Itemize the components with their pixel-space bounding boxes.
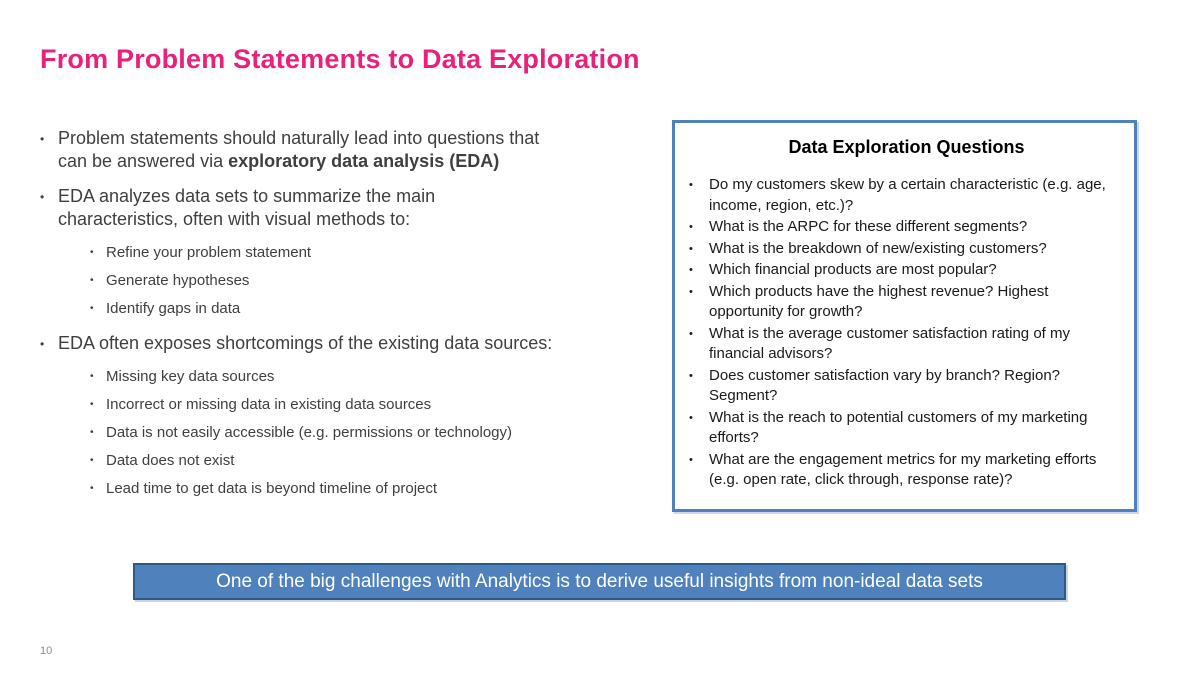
sub-bullet-text: Refine your problem statement	[106, 244, 312, 261]
key-takeaway-banner	[133, 563, 1066, 600]
bullet-icon: •	[689, 264, 693, 276]
bullet-icon: •	[90, 275, 94, 286]
question-text: What is the average customer satisfaction rating of my financial advisors?	[709, 324, 1070, 362]
sub-bullet-item	[90, 395, 600, 415]
question-text: What are the engagement metrics for my marketing efforts (e.g. open rate, click through, response rate)?	[709, 450, 1097, 488]
sub-bullet-list	[90, 243, 600, 319]
main-bullet-list	[40, 332, 600, 355]
bullet-item	[40, 332, 600, 355]
bullet-icon: •	[689, 285, 693, 298]
bullet-icon: •	[40, 190, 45, 204]
question-item	[689, 217, 1124, 238]
bullet-icon: •	[90, 399, 94, 410]
bullet-icon: •	[689, 369, 693, 382]
bullet-icon: •	[90, 483, 94, 494]
sub-bullet-item	[90, 243, 600, 263]
bullet-text: EDA analyzes data sets to summarize the main characteristics, often with visual methods to:	[58, 186, 436, 229]
bullet-item	[40, 185, 600, 231]
sub-bullet-text: Identify gaps in data	[106, 300, 241, 317]
bullet-icon: •	[40, 337, 45, 351]
sub-bullet-item	[90, 271, 600, 291]
sub-bullet-text: Generate hypotheses	[106, 272, 250, 289]
bullet-text-normal: Problem statements should naturally lead into questions that can be answered via	[58, 128, 540, 171]
bullet-icon: •	[90, 247, 94, 258]
slide-title: From Problem Statements to Data Exploration	[40, 44, 640, 74]
question-text: Which financial products are most popular?	[709, 261, 997, 278]
bullet-icon: •	[90, 427, 94, 438]
question-item	[689, 175, 1124, 216]
bullet-icon: •	[90, 303, 94, 314]
bullet-icon: •	[90, 455, 94, 466]
sub-bullet-list	[90, 367, 600, 499]
bullet-text	[58, 127, 558, 173]
bullet-icon: •	[689, 179, 693, 191]
question-text: What is the ARPC for these different segments?	[709, 218, 1028, 235]
question-text: Does customer satisfaction vary by branch? Region? Segment?	[709, 366, 1061, 404]
bullet-icon: •	[90, 371, 94, 382]
question-item	[689, 239, 1124, 260]
bullet-icon: •	[689, 327, 693, 340]
bullet-icon: •	[40, 132, 45, 146]
question-text: Which products have the highest revenue? Highest opportunity for growth?	[709, 282, 1049, 320]
main-bullet-list	[40, 127, 600, 231]
banner-text: One of the big challenges with Analytics is to derive useful insights from non-ideal data sets	[216, 570, 983, 592]
sub-bullet-item	[90, 451, 600, 471]
question-item	[689, 408, 1124, 449]
question-box-title: Data Exploration Questions	[788, 137, 1025, 157]
sub-bullet-item	[90, 479, 600, 499]
sub-bullet-item	[90, 299, 600, 319]
bullet-text-bold: exploratory data analysis (EDA)	[228, 151, 500, 171]
bullet-item	[40, 127, 600, 173]
question-text: What is the breakdown of new/existing customers?	[709, 239, 1047, 257]
question-text: Do my customers skew by a certain characteristic (e.g. age, income, region, etc.)?	[709, 176, 1106, 214]
sub-bullet-item	[90, 367, 600, 387]
page-number: 10	[40, 645, 53, 657]
data-exploration-questions-box	[672, 120, 1137, 512]
sub-bullet-text: Lead time to get data is beyond timeline of project	[106, 480, 438, 497]
bullet-icon: •	[689, 453, 693, 466]
sub-bullet-item	[90, 423, 600, 443]
question-item	[689, 282, 1124, 323]
question-item	[689, 324, 1124, 365]
bullet-icon: •	[689, 221, 693, 233]
question-list	[689, 175, 1124, 491]
bullet-text: EDA often exposes shortcomings of the existing data sources:	[58, 333, 553, 353]
sub-bullet-text: Data does not exist	[106, 452, 235, 469]
left-bullet-column	[40, 127, 600, 512]
question-item	[689, 366, 1124, 407]
sub-bullet-text: Incorrect or missing data in existing data sources	[106, 396, 432, 413]
question-item	[689, 260, 1124, 281]
sub-bullet-text: Data is not easily accessible (e.g. permissions or technology)	[106, 424, 513, 441]
bullet-icon: •	[689, 411, 693, 424]
bullet-icon: •	[689, 242, 693, 255]
sub-bullet-text: Missing key data sources	[106, 368, 275, 385]
question-text: What is the reach to potential customers of my marketing efforts?	[709, 408, 1088, 446]
question-item	[689, 450, 1124, 491]
